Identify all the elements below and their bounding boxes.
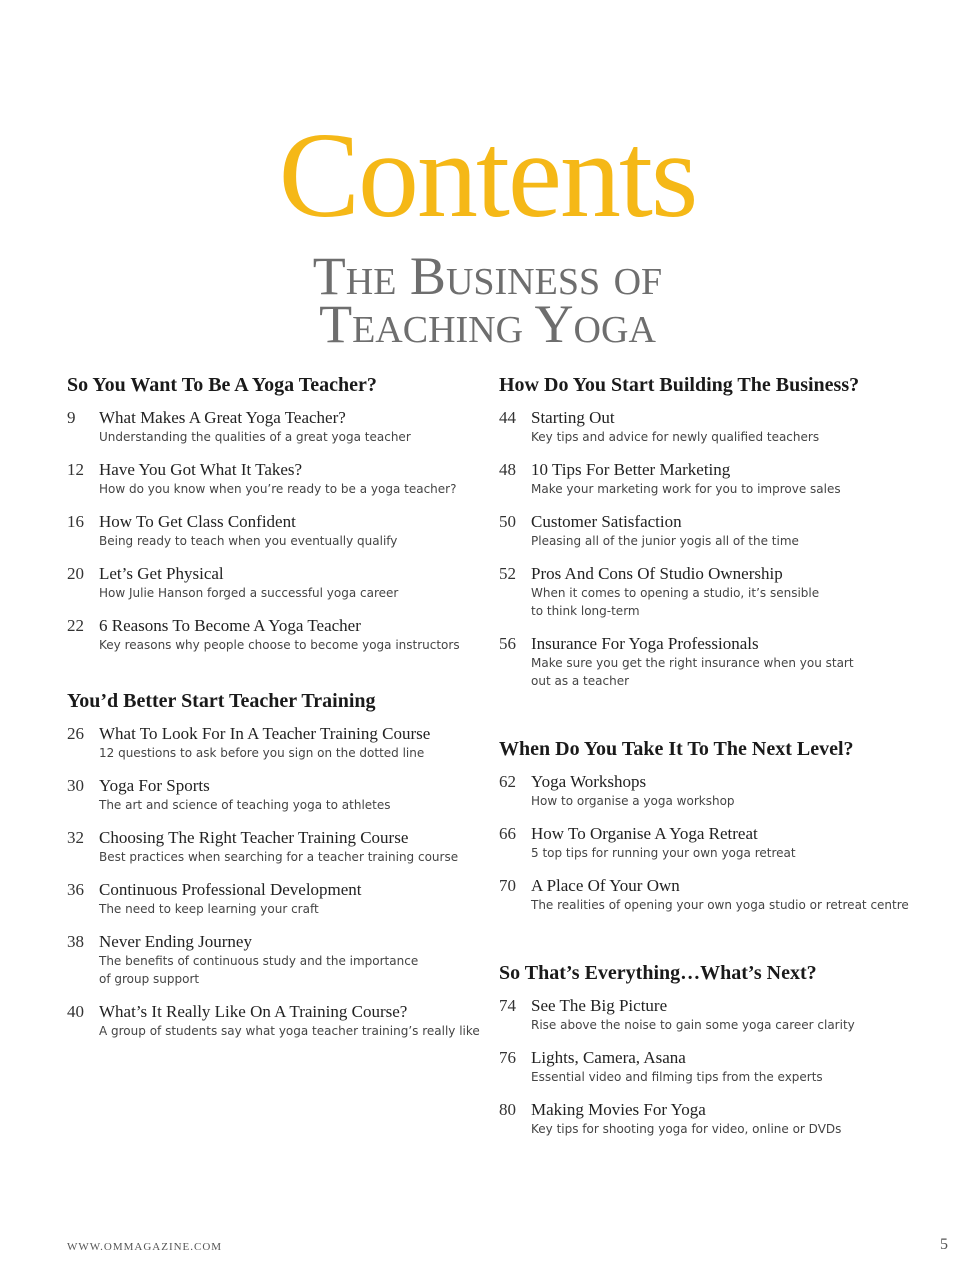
toc-entry[interactable] [67, 460, 482, 498]
entry-page-number: 44 [499, 408, 516, 427]
entry-page-number: 32 [67, 828, 84, 847]
toc-entry[interactable] [499, 996, 919, 1034]
toc-entry[interactable] [499, 876, 919, 914]
entry-body [531, 996, 919, 1034]
entry-body [99, 880, 482, 918]
entry-page-number: 56 [499, 634, 516, 653]
toc-entry[interactable] [67, 408, 482, 446]
entry-body [531, 824, 919, 862]
entry-description: Rise above the noise to gain some yoga career clarity [531, 1018, 855, 1032]
entry-description: Essential video and filming tips from the experts [531, 1070, 823, 1084]
entry-page-number: 70 [499, 876, 516, 895]
entry-description: Best practices when searching for a teacher training course [99, 850, 459, 864]
entry-title: Making Movies For Yoga [531, 1100, 706, 1119]
page-subtitle [0, 246, 975, 354]
entry-body [531, 460, 919, 498]
entry-description: Key reasons why people choose to become yoga instructors [99, 638, 460, 652]
entry-title: Pros And Cons Of Studio Ownership [531, 564, 783, 583]
toc-section [67, 688, 482, 1040]
entry-body [531, 512, 919, 550]
entry-page-number: 30 [67, 776, 84, 795]
entry-body [99, 828, 482, 866]
entry-description: A group of students say what yoga teacher training’s really like [99, 1024, 480, 1038]
entry-title: 10 Tips For Better Marketing [531, 460, 731, 479]
toc-entry[interactable] [499, 1048, 919, 1086]
toc-entry[interactable] [499, 824, 919, 862]
entry-page-number: 40 [67, 1002, 84, 1021]
entry-body [99, 408, 482, 446]
entry-description: Make sure you get the right insurance when you start out as a teacher [531, 656, 854, 688]
toc-entry[interactable] [499, 460, 919, 498]
entry-title: Yoga Workshops [531, 772, 647, 791]
toc-entry[interactable] [67, 1002, 482, 1040]
entry-body [531, 876, 919, 914]
entry-title: Have You Got What It Takes? [99, 460, 303, 479]
entry-body [531, 408, 919, 446]
entry-title: How To Get Class Confident [99, 512, 296, 531]
entry-body [99, 512, 482, 550]
toc-entry[interactable] [67, 564, 482, 602]
section-spacer [499, 928, 919, 960]
entry-page-number: 48 [499, 460, 516, 479]
entry-title: Choosing The Right Teacher Training Course [99, 828, 409, 847]
entry-body [531, 1100, 919, 1138]
entry-description: Make your marketing work for you to improve sales [531, 482, 841, 496]
entry-description: Key tips and advice for newly qualified teachers [531, 430, 820, 444]
entry-body [531, 1048, 919, 1086]
entry-title: How To Organise A Yoga Retreat [531, 824, 758, 843]
entry-title: Yoga For Sports [99, 776, 210, 795]
section-spacer [67, 668, 482, 688]
toc-entry[interactable] [67, 512, 482, 550]
entry-body [99, 616, 482, 654]
entry-title: What To Look For In A Teacher Training Course [99, 724, 431, 743]
entry-body [99, 776, 482, 814]
entry-description: The need to keep learning your craft [99, 902, 319, 916]
entry-page-number: 50 [499, 512, 516, 531]
toc-entry[interactable] [67, 776, 482, 814]
entry-page-number: 38 [67, 932, 84, 951]
entry-body [99, 564, 482, 602]
section-heading: So That’s Everything…What’s Next? [499, 962, 817, 984]
toc-entry[interactable] [499, 1100, 919, 1138]
entry-description: 5 top tips for running your own yoga retreat [531, 846, 796, 860]
entry-title: Let’s Get Physical [99, 564, 224, 583]
entry-page-number: 76 [499, 1048, 516, 1067]
section-spacer [499, 704, 919, 736]
toc-entry[interactable] [499, 408, 919, 446]
entry-description: How to organise a yoga workshop [531, 794, 735, 808]
entry-description: The benefits of continuous study and the importance of group support [99, 954, 419, 986]
entry-page-number: 36 [67, 880, 84, 899]
entry-title: Continuous Professional Development [99, 880, 362, 899]
entry-title: See The Big Picture [531, 996, 668, 1015]
toc-entry[interactable] [499, 512, 919, 550]
page-number: 5 [940, 1236, 948, 1253]
entry-description: 12 questions to ask before you sign on the dotted line [99, 746, 425, 760]
entry-title: Customer Satisfaction [531, 512, 682, 531]
entry-page-number: 12 [67, 460, 84, 479]
contents-column-left [67, 372, 482, 1054]
entry-description: The art and science of teaching yoga to athletes [99, 798, 391, 812]
toc-section [499, 372, 919, 690]
entry-page-number: 52 [499, 564, 516, 583]
section-heading: So You Want To Be A Yoga Teacher? [67, 374, 377, 396]
toc-section [67, 372, 482, 654]
toc-entry[interactable] [67, 724, 482, 762]
entry-title: 6 Reasons To Become A Yoga Teacher [99, 616, 361, 635]
toc-entry[interactable] [499, 634, 919, 690]
footer-url[interactable]: WWW.OMMAGAZINE.COM [67, 1241, 223, 1253]
toc-entry[interactable] [67, 880, 482, 918]
entry-description: Pleasing all of the junior yogis all of the time [531, 534, 799, 548]
toc-entry[interactable] [67, 828, 482, 866]
entry-title: Lights, Camera, Asana [531, 1048, 686, 1067]
entry-page-number: 20 [67, 564, 84, 583]
page-title: Contents [278, 108, 697, 243]
entry-page-number: 9 [67, 408, 76, 427]
section-heading: You’d Better Start Teacher Training [67, 690, 376, 712]
entry-title: Starting Out [531, 408, 615, 427]
entry-title: What’s It Really Like On A Training Course? [99, 1002, 408, 1021]
toc-entry[interactable] [499, 564, 919, 620]
toc-section [499, 736, 919, 914]
entry-body [531, 634, 919, 690]
entry-description: When it comes to opening a studio, it’s sensible to think long-term [531, 586, 820, 618]
subtitle-line-2: Teaching Yoga [319, 294, 656, 354]
entry-title: What Makes A Great Yoga Teacher? [99, 408, 346, 427]
entry-page-number: 26 [67, 724, 84, 743]
entry-description: Key tips for shooting yoga for video, online or DVDs [531, 1122, 842, 1136]
toc-entry[interactable] [67, 932, 482, 988]
entry-body [99, 1002, 482, 1040]
entry-page-number: 74 [499, 996, 516, 1015]
entry-page-number: 66 [499, 824, 516, 843]
entry-page-number: 80 [499, 1100, 516, 1119]
subtitle-line-1: The Business of [312, 246, 663, 306]
entry-title: Insurance For Yoga Professionals [531, 634, 759, 653]
entry-body [99, 932, 482, 988]
entry-body [99, 460, 482, 498]
entry-body [531, 564, 919, 620]
entry-title: A Place Of Your Own [531, 876, 680, 895]
entry-body [531, 772, 919, 810]
toc-entry[interactable] [67, 616, 482, 654]
section-heading: How Do You Start Building The Business? [499, 374, 860, 396]
entry-page-number: 62 [499, 772, 516, 791]
entry-title: Never Ending Journey [99, 932, 252, 951]
entry-body [99, 724, 482, 762]
entry-description: How Julie Hanson forged a successful yoga career [99, 586, 399, 600]
entry-description: Understanding the qualities of a great yoga teacher [99, 430, 411, 444]
entry-page-number: 22 [67, 616, 84, 635]
entry-description: Being ready to teach when you eventually qualify [99, 534, 398, 548]
entry-description: How do you know when you’re ready to be a yoga teacher? [99, 482, 457, 496]
contents-column-right [499, 372, 919, 1152]
entry-page-number: 16 [67, 512, 84, 531]
section-heading: When Do You Take It To The Next Level? [499, 738, 854, 760]
toc-section [499, 960, 919, 1138]
entry-description: The realities of opening your own yoga studio or retreat centre [531, 898, 909, 912]
toc-entry[interactable] [499, 772, 919, 810]
